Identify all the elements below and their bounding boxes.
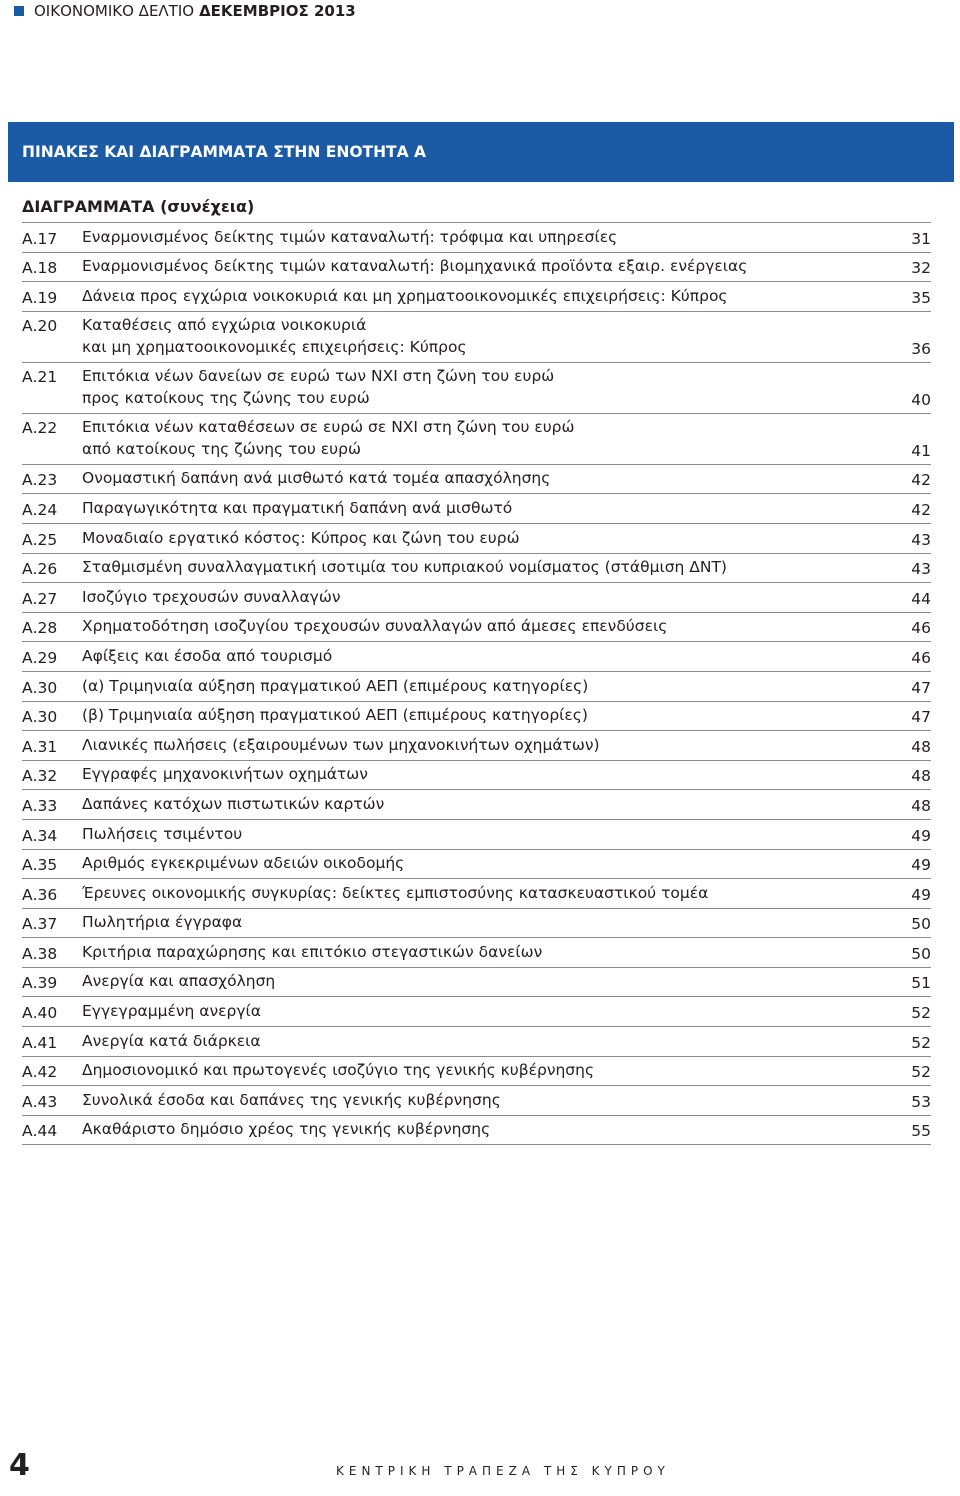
toc-entry-page: 46: [911, 619, 931, 638]
toc-entry-page: 49: [911, 826, 931, 845]
toc-entry[interactable]: [22, 465, 931, 495]
toc-entry-number: Α.23: [22, 471, 58, 490]
toc-entry-title: Δάνεια προς εγχώρια νοικοκυριά και μη χρηματοοικονομικές επιχειρήσεις: Κύπρος: [82, 286, 728, 305]
toc-entry-title: Δημοσιονομικό και πρωτογενές ισοζύγιο της γενικής κυβέρνησης: [82, 1061, 595, 1080]
toc-entry[interactable]: [22, 642, 931, 672]
toc-entry-number: Α.33: [22, 796, 58, 815]
toc-entry-page: 32: [911, 259, 931, 278]
toc-entry-page: 43: [911, 560, 931, 579]
toc-entry-number: Α.29: [22, 648, 58, 667]
toc-entry-number: Α.42: [22, 1063, 58, 1082]
toc-entry-number: Α.39: [22, 974, 58, 993]
toc-entry-page: 48: [911, 767, 931, 786]
toc-entry-number: Α.37: [22, 915, 58, 934]
toc-entry-page: 46: [911, 648, 931, 667]
toc-entry-title: Εναρμονισμένος δείκτης τιμών καταναλωτή: τρόφιμα και υπηρεσίες: [82, 227, 618, 246]
toc-entry-title: Λιανικές πωλήσεις (εξαιρουμένων των μηχανοκινήτων οχημάτων): [82, 735, 600, 754]
toc-entry-title: Μοναδιαίο εργατικό κόστος: Κύπρος και ζώνη του ευρώ: [82, 528, 520, 547]
toc-entry-page: 47: [911, 708, 931, 727]
section-title: ΠΙΝΑΚΕΣ ΚΑΙ ΔΙΑΓΡΑΜΜΑΤΑ ΣΤΗΝ ΕΝΟΤΗΤΑ Α: [22, 143, 427, 161]
toc-entry-title: Ισοζύγιο τρεχουσών συναλλαγών: [82, 587, 341, 606]
toc-entry-title: Εναρμονισμένος δείκτης τιμών καταναλωτή: βιομηχανικά προϊόντα εξαιρ. ενέργειας: [82, 257, 748, 276]
toc-entry-page: 35: [911, 288, 931, 307]
toc-entry-page: 42: [911, 500, 931, 519]
toc-entry[interactable]: [22, 850, 931, 880]
toc-entry-number: Α.44: [22, 1122, 58, 1141]
toc-entry-number: Α.22: [22, 418, 58, 437]
toc-entry-page: 43: [911, 530, 931, 549]
page-number: 4: [9, 1448, 30, 1483]
toc-entry-title-line2: από κατοίκους της ζώνης του ευρώ: [82, 439, 361, 458]
running-header: [14, 0, 356, 22]
toc-entry-title: Πωλήσεις τσιμέντου: [82, 824, 243, 843]
toc-entry-title-line1: Επιτόκια νέων δανείων σε ευρώ των ΝΧΙ στη ζώνη του ευρώ: [82, 366, 555, 385]
toc-entry[interactable]: [22, 790, 931, 820]
toc-entry-page: 41: [911, 441, 931, 460]
toc-entry-number: Α.43: [22, 1092, 58, 1111]
toc-entry-title: Σταθμισμένη συναλλαγματική ισοτιμία του κυπριακού νομίσματος (στάθμιση ΔΝΤ): [82, 558, 727, 577]
toc-entry-number: Α.24: [22, 500, 58, 519]
toc-entry-title: Χρηματοδότηση ισοζυγίου τρεχουσών συναλλαγών από άμεσες επενδύσεις: [82, 617, 668, 636]
toc-entry-page: 44: [911, 589, 931, 608]
toc-entry[interactable]: [22, 312, 931, 363]
toc-entry[interactable]: [22, 1086, 931, 1116]
toc-entry-title: Εγγεγραμμένη ανεργία: [82, 1002, 261, 1021]
toc-entry-title: (α) Τριμηνιαία αύξηση πραγματικού ΑΕΠ (επιμέρους κατηγορίες): [82, 676, 589, 695]
toc-entry-page: 42: [911, 471, 931, 490]
toc-entry[interactable]: [22, 820, 931, 850]
toc-entry[interactable]: [22, 494, 931, 524]
toc-entry[interactable]: [22, 223, 931, 253]
toc-entry-page: 51: [911, 974, 931, 993]
toc-entry-number: Α.30: [22, 708, 58, 727]
toc-entry[interactable]: [22, 968, 931, 998]
toc-entry-title: Έρευνες οικονομικής συγκυρίας: δείκτες εμπιστοσύνης κατασκευαστικού τομέα: [82, 883, 709, 902]
toc-entry-number: Α.34: [22, 826, 58, 845]
toc-entry-number: Α.41: [22, 1033, 58, 1052]
square-bullet-icon: [14, 6, 24, 16]
toc-entry-title: Ανεργία και απασχόληση: [82, 972, 276, 991]
toc-entry-number: Α.26: [22, 560, 58, 579]
toc-entry-title: Εγγραφές μηχανοκινήτων οχημάτων: [82, 765, 368, 784]
toc-entry-title: [82, 416, 891, 460]
toc-entry-number: Α.17: [22, 229, 58, 248]
toc-entry[interactable]: [22, 1057, 931, 1087]
toc-entry-number: Α.20: [22, 316, 58, 335]
toc-entry-page: 52: [911, 1004, 931, 1023]
toc-entry[interactable]: [22, 524, 931, 554]
toc-entry[interactable]: [22, 879, 931, 909]
toc-entry-page: 53: [911, 1092, 931, 1111]
toc-entry-page: 31: [911, 229, 931, 248]
toc-entry-title: Αριθμός εγκεκριμένων αδειών οικοδομής: [82, 854, 405, 873]
toc-entry-title: Πωλητήρια έγγραφα: [82, 913, 243, 932]
toc-entry-number: Α.28: [22, 619, 58, 638]
toc-entry-number: Α.30: [22, 678, 58, 697]
publication-title: ΟΙΚΟΝΟΜΙΚΟ ΔΕΛΤΙΟ: [34, 2, 195, 20]
toc-entry-page: 52: [911, 1033, 931, 1052]
issue-date: ΔΕΚΕΜΒΡΙΟΣ 2013: [199, 2, 356, 20]
toc-entry-title: Κριτήρια παραχώρησης και επιτόκιο στεγαστικών δανείων: [82, 942, 543, 961]
toc-entry-title: Ανεργία κατά διάρκεια: [82, 1031, 261, 1050]
toc-entry-number: Α.19: [22, 288, 58, 307]
toc-entry[interactable]: [22, 554, 931, 584]
toc-entry-title: Ακαθάριστο δημόσιο χρέος της γενικής κυβέρνησης: [82, 1120, 491, 1139]
toc-entry-number: Α.40: [22, 1004, 58, 1023]
toc-entry-title: Αφίξεις και έσοδα από τουρισμό: [82, 646, 333, 665]
footer-institution: ΚΕΝΤΡΙΚΗ ΤΡΑΠΕΖΑ ΤΗΣ ΚΥΠΡΟΥ: [336, 1464, 670, 1478]
toc-entry-page: 49: [911, 885, 931, 904]
toc-entry[interactable]: [22, 363, 931, 414]
toc-entry-title-line1: Καταθέσεις από εγχώρια νοικοκυριά: [82, 315, 367, 334]
toc-entry-page: 52: [911, 1063, 931, 1082]
toc-entry[interactable]: [22, 282, 931, 312]
toc-entry-title: [82, 365, 891, 409]
toc-entry[interactable]: [22, 253, 931, 283]
toc-entry-number: Α.36: [22, 885, 58, 904]
toc-entry-number: Α.38: [22, 944, 58, 963]
toc-entry-page: 40: [911, 390, 931, 409]
toc-entry[interactable]: [22, 672, 931, 702]
toc-entry-number: Α.25: [22, 530, 58, 549]
toc-entry-number: Α.21: [22, 367, 58, 386]
toc-entry-title: Ονομαστική δαπάνη ανά μισθωτό κατά τομέα απασχόλησης: [82, 469, 551, 488]
toc-entry-number: Α.31: [22, 737, 58, 756]
toc-heading: ΔΙΑΓΡΑΜΜΑΤΑ (συνέχεια): [22, 192, 931, 223]
toc-entry-number: Α.35: [22, 856, 58, 875]
toc-entry-title: Συνολικά έσοδα και δαπάνες της γενικής κυβέρνησης: [82, 1090, 501, 1109]
toc-entry[interactable]: [22, 761, 931, 791]
toc-entry-page: 36: [911, 339, 931, 358]
toc-entry-page: 48: [911, 737, 931, 756]
toc-entry[interactable]: [22, 613, 931, 643]
toc-entry-title: (β) Τριμηνιαία αύξηση πραγματικού ΑΕΠ (επιμέρους κατηγορίες): [82, 706, 588, 725]
toc-entry-page: 50: [911, 944, 931, 963]
toc-entry-title: Δαπάνες κατόχων πιστωτικών καρτών: [82, 794, 385, 813]
toc-entry[interactable]: [22, 909, 931, 939]
table-of-contents: [22, 192, 931, 1145]
toc-entry-title-line2: προς κατοίκους της ζώνης του ευρώ: [82, 388, 370, 407]
toc-entry[interactable]: [22, 731, 931, 761]
toc-entry[interactable]: [22, 702, 931, 732]
toc-entry-page: 48: [911, 796, 931, 815]
toc-rows: [22, 223, 931, 1145]
toc-entry[interactable]: [22, 997, 931, 1027]
toc-entry[interactable]: [22, 414, 931, 465]
toc-entry-page: 55: [911, 1122, 931, 1141]
section-title-band: [8, 122, 954, 182]
toc-entry-title-line2: και μη χρηματοοικονομικές επιχειρήσεις: Κύπρος: [82, 337, 467, 356]
toc-entry[interactable]: [22, 1116, 931, 1146]
toc-entry[interactable]: [22, 1027, 931, 1057]
toc-entry-title: Παραγωγικότητα και πραγματική δαπάνη ανά μισθωτό: [82, 498, 513, 517]
toc-entry-page: 49: [911, 856, 931, 875]
toc-entry-title-line1: Επιτόκια νέων καταθέσεων σε ευρώ σε ΝΧΙ στη ζώνη του ευρώ: [82, 417, 575, 436]
toc-entry-number: Α.32: [22, 767, 58, 786]
toc-entry[interactable]: [22, 938, 931, 968]
toc-entry-number: Α.18: [22, 259, 58, 278]
toc-entry-page: 50: [911, 915, 931, 934]
toc-entry-number: Α.27: [22, 589, 58, 608]
toc-entry[interactable]: [22, 583, 931, 613]
toc-entry-title: [82, 314, 891, 358]
toc-entry-page: 47: [911, 678, 931, 697]
